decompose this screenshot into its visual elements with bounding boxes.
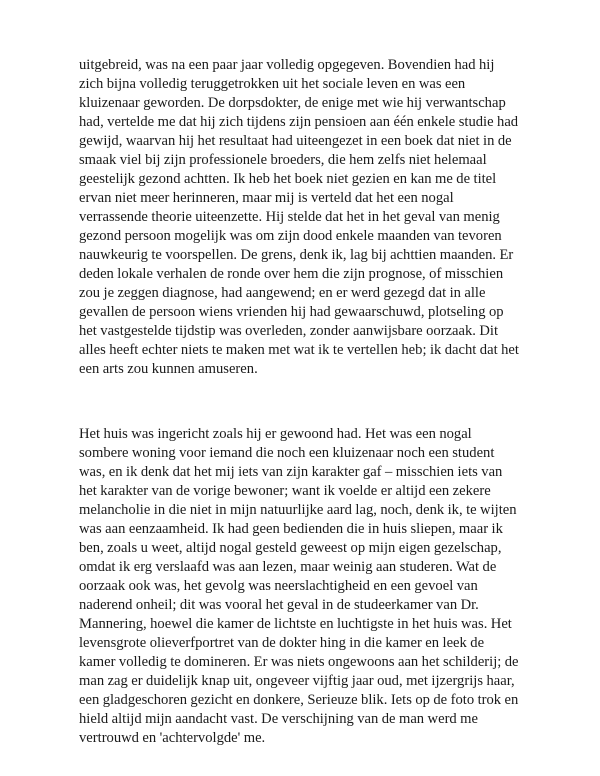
paragraph-1: uitgebreid, was na een paar jaar volledig opgegeven. Bovendien had hij zich bijna volledig teruggetrokken uit het sociale leven en was een kluizenaar geworden. De dorpsdokter, de enige met wie hij verwantschap had, vertelde me dat hij zich tijdens zijn pensioen aan één enkele studie had gewijd, waarvan hij het resultaat had uiteengezet in een boek dat niet in de smaak viel bij zijn professionele broeders, die hem zelfs niet helemaal geestelijk gezond achtten. Ik heb het boek niet gezien en kan me de titel ervan niet meer herinneren, maar mij is verteld dat het een nogal verrassende theorie uiteenzette. Hij stelde dat het in het geval van menig gezond persoon mogelijk was om zijn dood enkele maanden van tevoren nauwkeurig te voorspellen. De grens, denk ik, lag bij achttien maanden. Er deden lokale verhalen de ronde over hem die zijn prognose, of misschien zou je zeggen diagnose, had aangewend; en er werd gezegd dat in alle gevallen de persoon wiens vrienden hij had gewaarschuwd, plotseling op het vastgestelde tijdstip was overleden, zonder aanwijsbare oorzaak. Dit alles heeft echter niets te maken met wat ik te vertellen heb; ik dacht dat het een arts zou kunnen amuseren.: [79, 57, 519, 377]
paragraph-2: Het huis was ingericht zoals hij er gewoond had. Het was een nogal sombere woning voor iemand die noch een kluizenaar noch een student was, en ik denk dat het mij iets van zijn karakter gaf – misschien iets van het karakter van de vorige bewoner; want ik voelde er altijd een zekere melancholie in die niet in mijn natuurlijke aard lag, noch, denk ik, te wijten was aan eenzaamheid. Ik had geen bedienden die in huis sliepen, maar ik ben, zoals u weet, altijd nogal gesteld geweest op mijn eigen gezelschap, omdat ik erg verslaafd was aan lezen, maar weinig aan studeren. Wat de oorzaak ook was, het gevolg was neerslachtigheid en een gevoel van naderend onheil; dit was vooral het geval in de studeerkamer van Dr. Mannering, hoewel die kamer de lichtste en luchtigste in het huis was. Het levensgrote olieverfportret van de dokter hing in die kamer en leek de kamer volledig te domineren. Er was niets ongewoons aan het schilderij; de man zag er duidelijk knap uit, ongeveer vijftig jaar oud, met ijzergrijs haar, een gladgeschoren gezicht en donkere, Serieuze blik. Iets op de foto trok en hield altijd mijn aandacht vast. De verschijning van de man werd me vertrouwd en 'achtervolgde' me.: [79, 426, 519, 746]
